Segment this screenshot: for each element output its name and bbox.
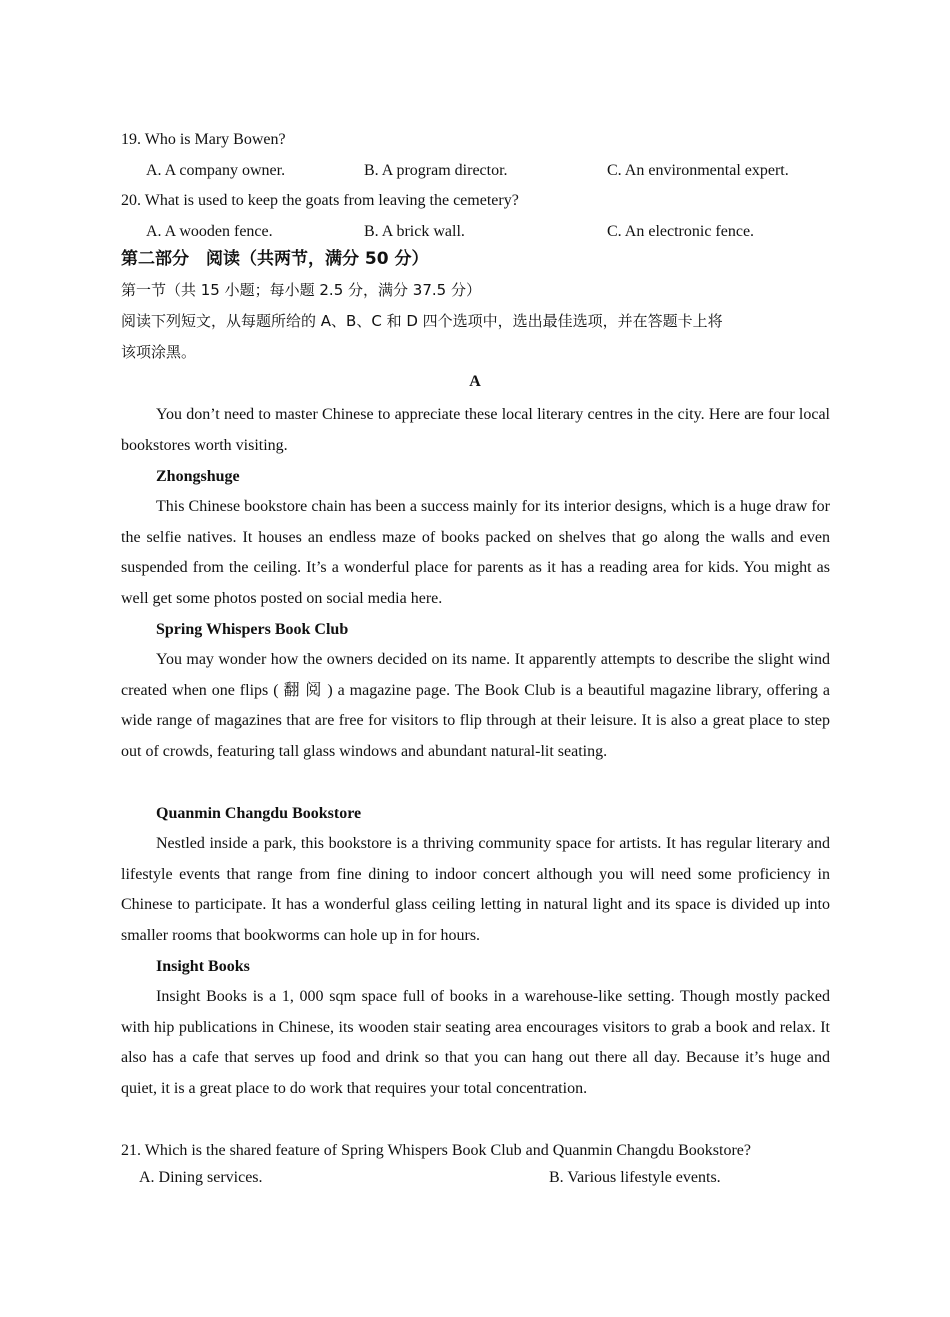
store-name-quanmin: Quanmin Changdu Bookstore bbox=[156, 805, 362, 822]
q20-option-c: C. An electronic fence. bbox=[607, 223, 755, 240]
q21-option-a: A. Dining services. bbox=[139, 1169, 263, 1186]
store-text: This Chinese bookstore chain has been a success mainly for its interior designs, which is a huge draw for the selfie natives. It houses an endless maze of books packed on shelves that go along the walls and even suspended from the ceiling. It’s a wonderful place for parents as it has a reading area for kids. You might as well get some photos posted on social media here. bbox=[121, 498, 830, 608]
store-text: You may wonder how the owners decided on its name. It apparently attempts to describe the slight wind created when one flips ( 翻 阅 ) a magazine page. The Book Club is a beautiful magazine library, offering a wide range of magazines that are free for visitors to flip through at their leisure. It is also a great place to step out of crowds, featuring tall glass windows and abundant natural-lit seating. bbox=[121, 651, 830, 761]
passage-intro bbox=[121, 400, 830, 461]
store-text-insight bbox=[121, 982, 830, 1105]
instruction-line-1: 阅读下列短文，从每题所给的 A、B、C 和 D 四个选项中，选出最佳选项，并在答题卡上将 bbox=[121, 312, 723, 330]
q19-option-a: A. A company owner. bbox=[146, 162, 286, 179]
store-name-zhongshuge: Zhongshuge bbox=[156, 468, 240, 485]
question-21: 21. Which is the shared feature of Spring Whispers Book Club and Quanmin Changdu Bookstore? bbox=[121, 1142, 751, 1159]
q19-option-c: C. An environmental expert. bbox=[607, 162, 789, 179]
passage-intro-text: You don’t need to master Chinese to appreciate these local literary centres in the city. Here are four local bookstores worth visiting. bbox=[121, 406, 830, 454]
question-19: 19. Who is Mary Bowen? bbox=[121, 131, 286, 148]
store-name-insight: Insight Books bbox=[156, 958, 250, 975]
store-text: Insight Books is a 1, 000 sqm space full of books in a warehouse-like setting. Though mostly packed with hip publications in Chinese, its wooden stair seating area encourages visitors to grab a book and relax. It also has a cafe that serves up food and drink so that you can hang out there all day. Because it’s huge and quiet, it is a great place to do work that requires your total concentration. bbox=[121, 988, 830, 1098]
instruction-line-2: 该项涂黑。 bbox=[121, 343, 197, 361]
passage-label: A bbox=[469, 373, 481, 390]
q19-option-b: B. A program director. bbox=[364, 162, 508, 179]
part2-title: 第二部分 阅读（共两节，满分 50 分） bbox=[121, 249, 429, 269]
store-text-spring-whispers bbox=[121, 645, 830, 768]
question-20: 20. What is used to keep the goats from leaving the cemetery? bbox=[121, 192, 519, 209]
store-text-quanmin bbox=[121, 829, 830, 952]
q20-option-a: A. A wooden fence. bbox=[146, 223, 273, 240]
q20-option-b: B. A brick wall. bbox=[364, 223, 465, 240]
store-text: Nestled inside a park, this bookstore is a thriving community space for artists. It has regular literary and lifestyle events that range from fine dining to indoor concert although you will need some proficiency in Chinese to participate. It has a wonderful glass ceiling letting in natural light and its space is divided up into smaller rooms that bookworms can hole up in for hours. bbox=[121, 835, 830, 945]
section1-heading: 第一节（共 15 小题；每小题 2.5 分，满分 37.5 分） bbox=[121, 281, 481, 299]
q21-option-b: B. Various lifestyle events. bbox=[549, 1169, 721, 1186]
store-text-zhongshuge bbox=[121, 492, 830, 615]
store-name-spring-whispers: Spring Whispers Book Club bbox=[156, 621, 349, 638]
